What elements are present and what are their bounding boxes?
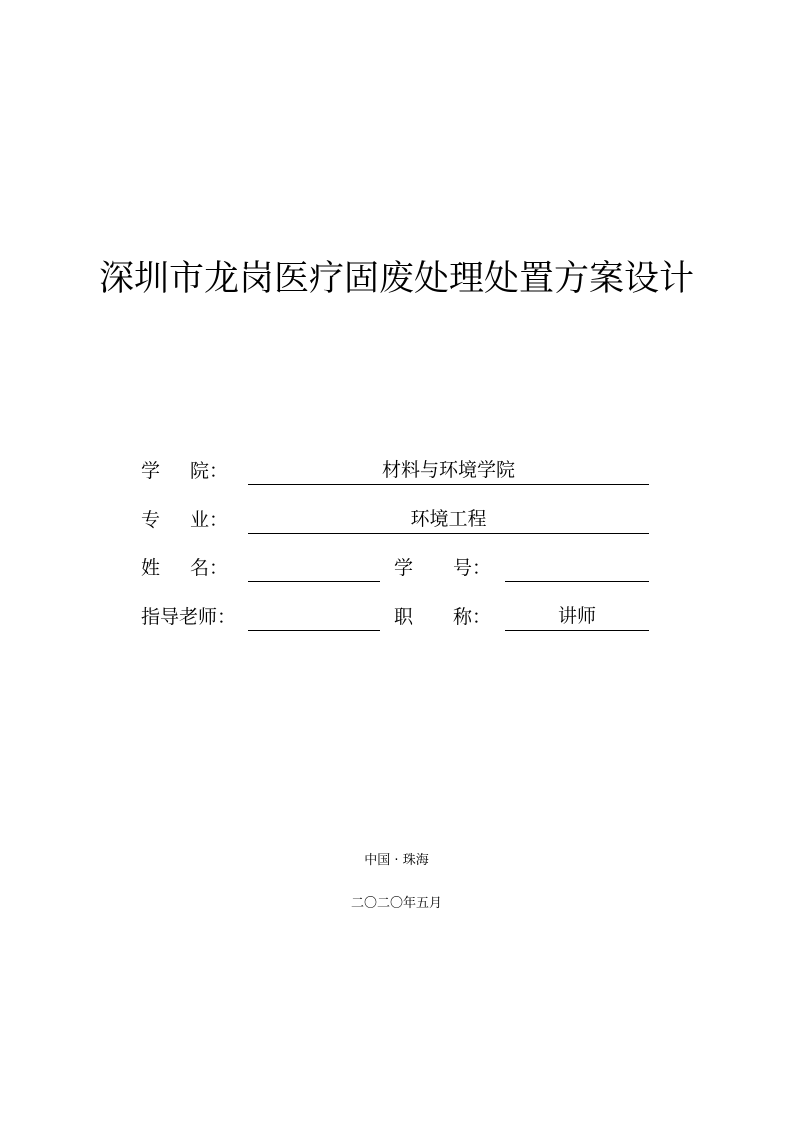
student-id-label-char-2: 号	[453, 557, 473, 579]
name-value	[248, 553, 380, 581]
rank-label-char-1: 职	[394, 606, 414, 628]
student-id-value	[505, 553, 649, 581]
footer-date: 二〇二〇年五月	[350, 896, 442, 911]
college-value: 材料与环境学院	[381, 459, 515, 481]
major-row	[0, 505, 793, 545]
advisor-label: 指导老师	[141, 606, 218, 628]
major-label-colon: ：	[209, 509, 229, 531]
name-underline	[248, 581, 380, 582]
rank-label-colon: ：	[472, 606, 492, 628]
rank-underline	[505, 630, 649, 631]
advisor-rank-row	[0, 602, 793, 642]
college-row	[0, 456, 793, 496]
college-underline	[248, 484, 649, 485]
major-label-char-2: 业	[190, 509, 210, 531]
advisor-value	[248, 602, 380, 630]
major-label-char-1: 专	[141, 509, 161, 531]
advisor-underline	[248, 630, 380, 631]
student-id-label-colon: ：	[472, 557, 492, 579]
student-id-underline	[505, 581, 649, 582]
name-label-char-1: 姓	[141, 557, 161, 579]
rank-label-char-2: 称	[453, 606, 473, 628]
major-value: 环境工程	[410, 508, 487, 530]
advisor-label-colon: ：	[217, 606, 237, 628]
document-title: 深圳市龙岗医疗固废处理处置方案设计	[98, 259, 694, 299]
footer-place: 中国 · 珠海	[364, 853, 429, 868]
rank-value: 讲师	[557, 605, 596, 627]
name-label-colon: ：	[209, 557, 229, 579]
college-label-colon: ：	[209, 460, 229, 482]
name-id-row	[0, 553, 793, 593]
major-underline	[248, 533, 649, 534]
student-id-label-char-1: 学	[394, 557, 414, 579]
name-label-char-2: 名	[190, 557, 210, 579]
college-label-char-2: 院	[190, 460, 210, 482]
college-label-char-1: 学	[141, 460, 161, 482]
